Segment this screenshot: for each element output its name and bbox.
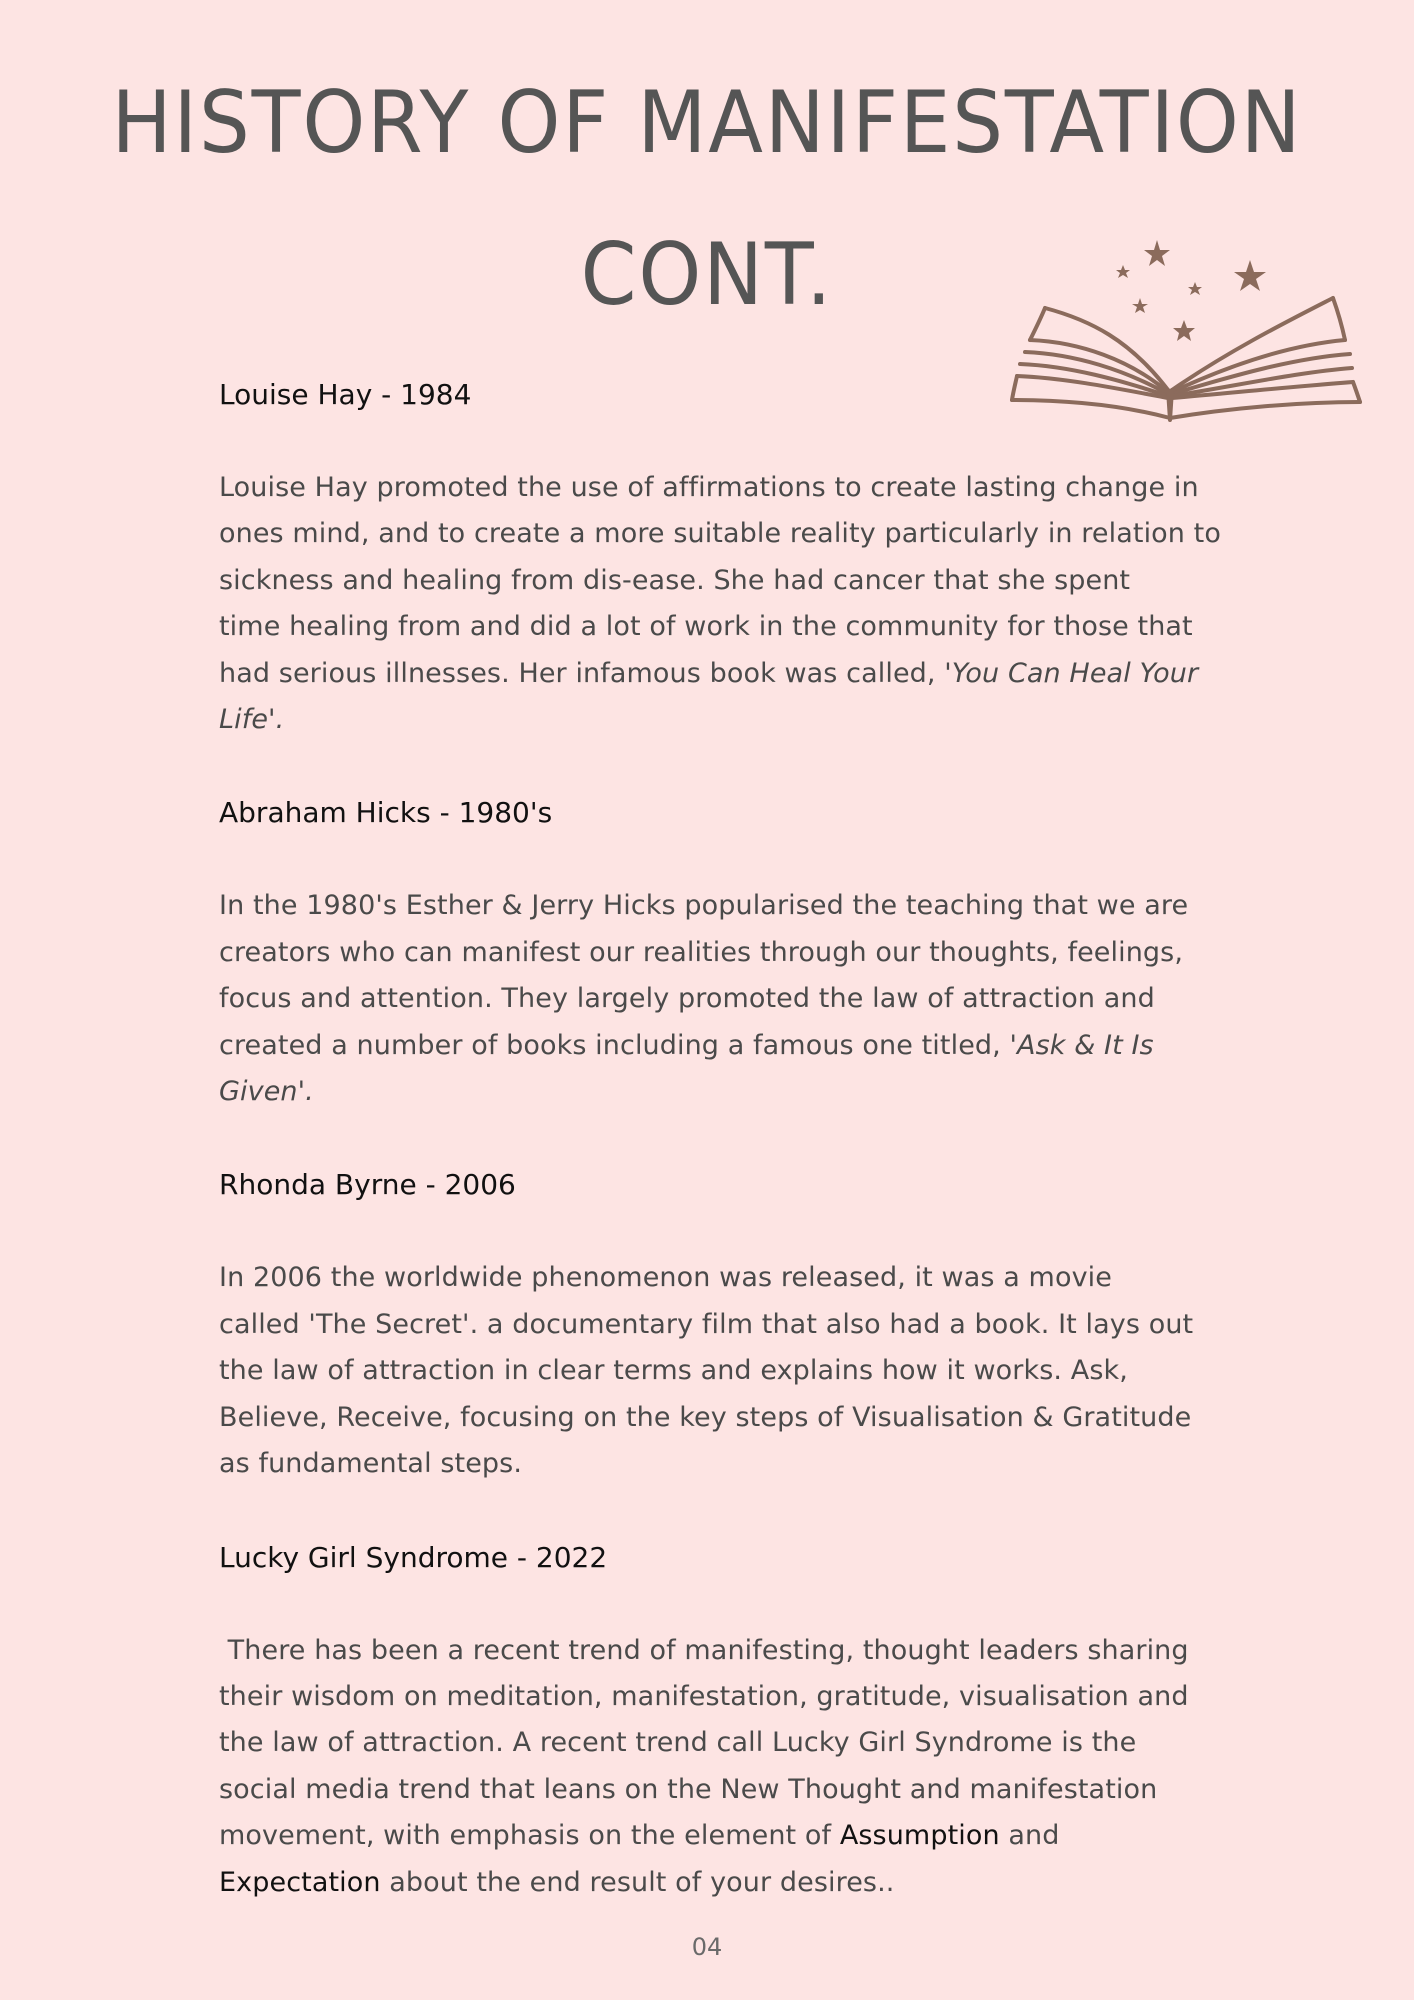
star-icon	[1144, 240, 1170, 266]
page-title-line-1: HISTORY OF MANIFESTATION	[111, 73, 1303, 173]
text-line: Believe, Receive, focusing on the key steps of Visualisation & Gratitude	[219, 1401, 1192, 1433]
section-body-louise-hay	[219, 465, 1219, 743]
text-segment: and	[999, 1820, 1060, 1852]
star-icon	[1234, 260, 1266, 291]
text-line: ones mind, and to create a more suitable reality particularly in relation to	[219, 518, 1221, 550]
emphasis-assumption: Assumption	[839, 1820, 1000, 1852]
star-icon	[1116, 265, 1130, 278]
text-line: the law of attraction. A recent trend call Lucky Girl Syndrome is the	[219, 1727, 1137, 1759]
page-title-line-2: CONT.	[580, 225, 834, 325]
text-line: time healing from and did a lot of work in the community for those that	[219, 611, 1193, 643]
text-line: creators who can manifest our realities through our thoughts, feelings,	[219, 936, 1184, 968]
section-heading-louise-hay: Louise Hay - 1984	[219, 378, 472, 411]
section-body-abraham-hicks	[219, 883, 1219, 1115]
book-title-italic: Given'.	[219, 1076, 314, 1108]
book-title-italic: 'You Can Heal Your	[944, 657, 1199, 689]
text-segment: movement, with emphasis on the element of	[219, 1820, 840, 1852]
text-line	[219, 651, 1219, 697]
section-body-lucky-girl-syndrome	[219, 1628, 1219, 1906]
star-icon	[1173, 320, 1195, 341]
text-line: In 2006 the worldwide phenomenon was released, it was a movie	[219, 1262, 1112, 1294]
text-line: In the 1980's Esther & Jerry Hicks popularised the teaching that we are	[219, 890, 1189, 922]
section-heading-abraham-hicks: Abraham Hicks - 1980's	[219, 796, 553, 830]
text-line: social media trend that leans on the New Thought and manifestation	[219, 1773, 1158, 1805]
text-line	[219, 1860, 1219, 1906]
text-line	[219, 697, 1219, 743]
star-icon	[1132, 298, 1148, 313]
text-line	[219, 1023, 1219, 1069]
section-heading-lucky-girl-syndrome: Lucky Girl Syndrome - 2022	[219, 1540, 608, 1574]
text-line	[219, 1069, 1219, 1115]
book-title-italic: 'Ask & It Is	[1009, 1029, 1154, 1061]
text-line	[219, 1813, 1219, 1859]
text-line: called 'The Secret'. a documentary film that also had a book. It lays out	[219, 1308, 1194, 1340]
text-line: sickness and healing from dis-ease. She had cancer that she spent	[219, 564, 1131, 596]
text-line: as fundamental steps.	[219, 1448, 523, 1480]
text-segment: about the end result of your desires..	[380, 1866, 895, 1898]
text-line: the law of attraction in clear terms and explains how it works. Ask,	[219, 1355, 1128, 1387]
text-segment: created a number of books including a famous one titled,	[219, 1029, 1010, 1061]
text-line: focus and attention. They largely promoted the law of attraction and	[219, 983, 1155, 1015]
main-content	[219, 372, 1219, 1953]
star-icon	[1188, 282, 1202, 295]
page-number: 04	[691, 1933, 723, 1961]
text-line: Louise Hay promoted the use of affirmations to create lasting change in	[219, 472, 1199, 503]
text-segment: had serious illnesses. Her infamous book was called,	[219, 657, 945, 689]
section-body-rhonda-byrne	[219, 1255, 1219, 1487]
section-heading-rhonda-byrne: Rhonda Byrne - 2006	[219, 1168, 516, 1202]
emphasis-expectation: Expectation	[219, 1866, 381, 1898]
text-line: There has been a recent trend of manifesting, thought leaders sharing	[219, 1634, 1189, 1666]
book-title-italic: Life'.	[219, 704, 285, 736]
text-line: their wisdom on meditation, manifestation, gratitude, visualisation and	[219, 1680, 1189, 1712]
